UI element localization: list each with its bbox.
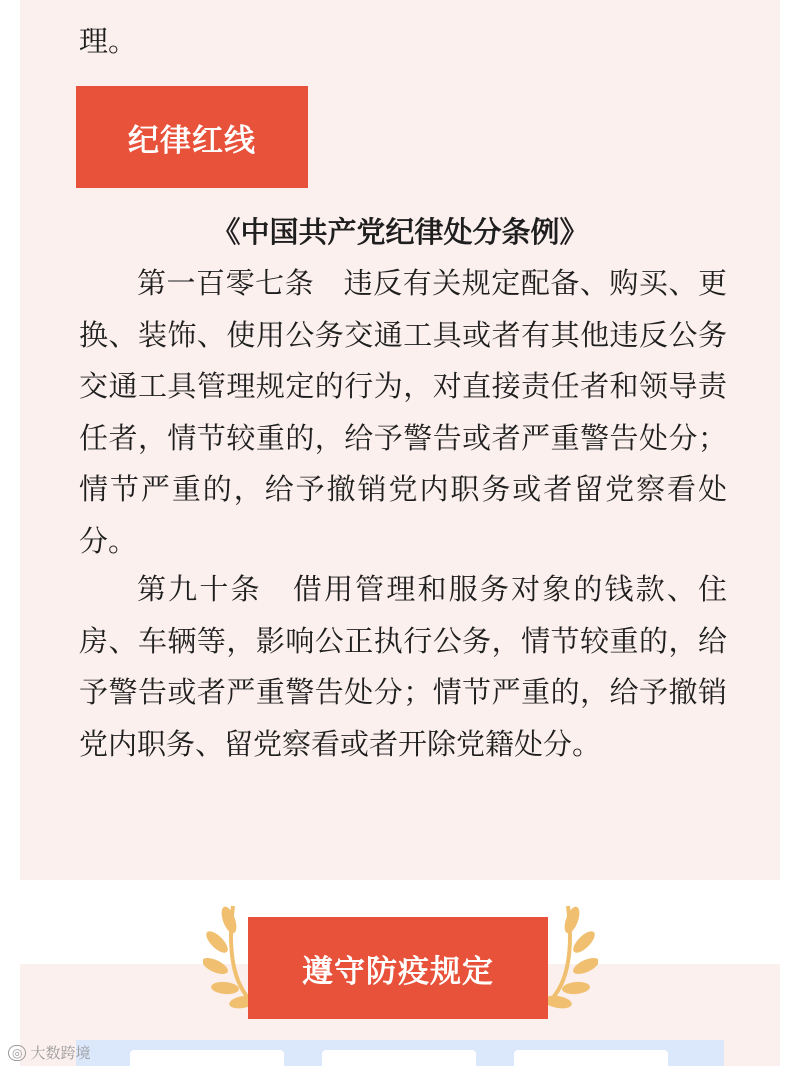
next-section-banner: 遵守防疫规定 [248, 917, 548, 1019]
watermark-text: 大数跨境 [30, 1044, 91, 1062]
watermark-logo-icon: ◎ [8, 1045, 26, 1061]
card [514, 1050, 668, 1066]
article-107: 第一百零七条 违反有关规定配备、购买、更换、装饰、使用公务交通工具或者有其他违反公务交通工具管理规定的行为，对直接责任者和领导责任者，情节较重的，给予警告或者严重警告处分；情节严重的，给予撤销党内职务或者留党察看处分。 [79, 266, 727, 558]
card [322, 1050, 476, 1066]
section-tag: 纪律红线 [76, 86, 308, 188]
previous-text-fragment: 理。 [79, 24, 138, 58]
card [130, 1050, 284, 1066]
watermark [8, 1042, 91, 1063]
document-title: 《中国共产党纪律处分条例》 [211, 215, 589, 249]
article-90: 第九十条 借用管理和服务对象的钱款、住房、车辆等，影响公正执行公务，情节较重的，给予警告或者严重警告处分；情节严重的，给予撤销党内职务、留党察看或者开除党籍处分。 [79, 572, 727, 761]
